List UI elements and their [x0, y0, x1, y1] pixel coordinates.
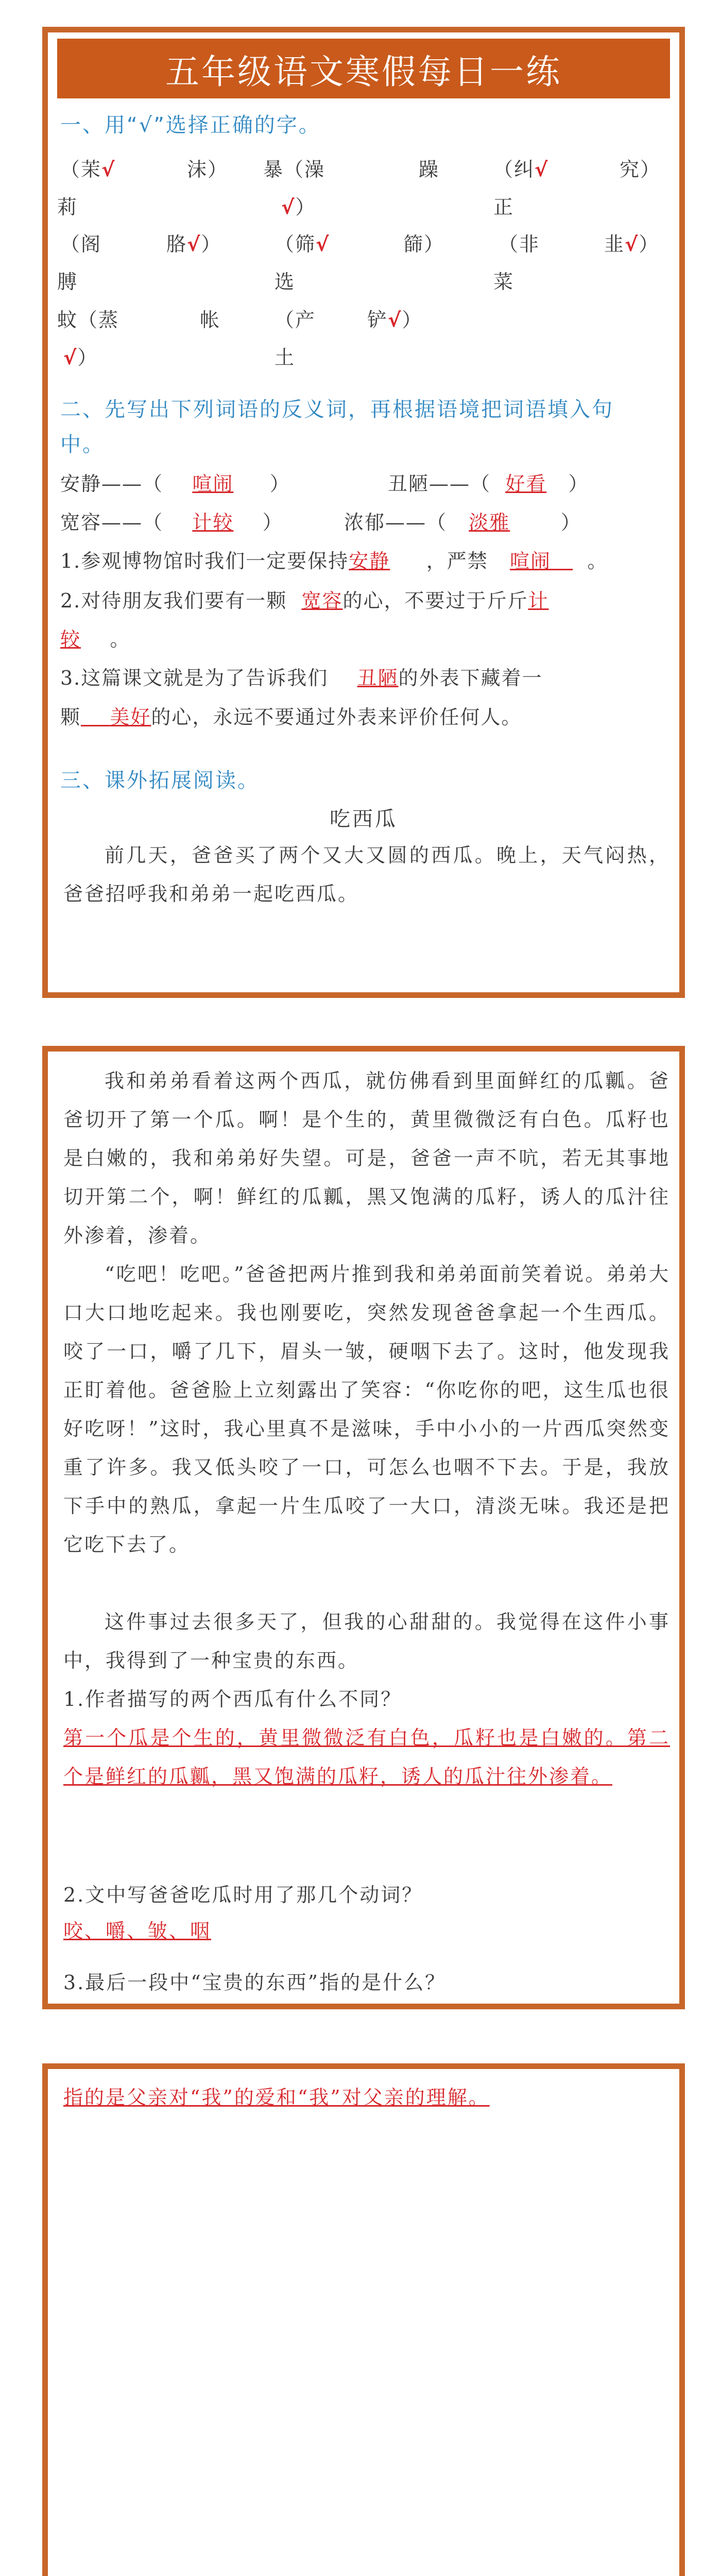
section-1-heading: 一、用“√”选择正确的字。 — [60, 113, 321, 137]
fill-sentence-2: 2.对待朋友我们要有一颗 宽容的心，不要过于斤斤计 — [60, 589, 549, 612]
antonym-pair-2-left: 宽容——（ 计较 ） — [60, 511, 283, 534]
q1-option: 帐 — [200, 309, 221, 331]
worksheet-card-2 — [42, 1046, 685, 2009]
reading-answer-3: 指的是父亲对“我”的爱和“我”对父亲的理解。 — [63, 2086, 490, 2109]
check-mark: √ — [316, 233, 330, 256]
q1-row1: （茉√ — [60, 158, 116, 181]
answer: 计 — [528, 589, 549, 612]
q1-option: 韭√） — [604, 233, 660, 256]
answer: 丑陋 — [357, 667, 399, 689]
reading-question-1: 1.作者描写的两个西瓜有什么不同？ — [63, 1688, 402, 1710]
fill-sentence-3-cont: 颗 美好的心，永远不要通过外表来评价任何人。 — [60, 706, 522, 728]
check-mark: √ — [388, 309, 402, 331]
reading-question-3: 3.最后一段中“宝贵的东西”指的是什么？ — [63, 1971, 447, 1994]
q1-option: （纠√ — [493, 158, 549, 181]
worksheet-card-1 — [42, 27, 685, 998]
section-3-heading: 三、课外拓展阅读。 — [60, 769, 260, 792]
worksheet-card-3 — [42, 2063, 685, 2576]
story-title: 吃西瓜 — [330, 807, 398, 831]
story-paragraph-1: 前几天，爸爸买了两个又大又圆的西瓜。晚上，天气闷热，爸爸招呼我和弟弟一起吃西瓜。 — [63, 844, 670, 905]
q1-option: 篩） — [403, 233, 445, 256]
q1-option: 沫） — [187, 158, 229, 181]
q1-option: 胳√） — [166, 233, 222, 256]
antonym-pair-1-left: 安静——（ 喧闹 ） — [60, 472, 290, 495]
section-2-heading-cont: 中。 — [60, 433, 105, 456]
story-paragraph-3: “吃吧！吃吧。”爸爸把两片推到我和弟弟面前笑着说。弟弟大口大口地吃起来。我也刚要吃，突然发现爸爸拿起一个生西瓜。咬了一口，嚼了几下，眉头一皱，硬咽下去了。这时，他发现我正盯着他。爸爸脸上立刻露出了笑容：“你吃你的吧，这生瓜也很好吃呀！”这时，我心里真不是滋味，手中小小的一片西瓜突然变重了许多。我又低头咬了一口，可怎么也咽不下去。于是，我放下手中的熟瓜，拿起一片生瓜咬了一大口，清淡无味。我还是把它吃下去了。 — [63, 1263, 670, 1556]
reading-answer-2: 咬、嚼、皱、咽 — [63, 1920, 212, 1942]
check-mark: √ — [101, 158, 116, 181]
q1-option: 莉 — [57, 196, 78, 218]
q1-option: 究） — [620, 158, 661, 181]
reading-question-2: 2.文中写爸爸吃瓜时用了那几个动词？ — [63, 1884, 423, 1906]
answer: 计较 — [192, 511, 234, 534]
q1-option: 暴（澡 — [263, 158, 325, 181]
q1-option: 铲√） — [367, 309, 423, 331]
check-mark: √ — [187, 233, 201, 256]
q1-option: （非 — [499, 233, 540, 256]
q1-option: 躁 — [419, 158, 440, 181]
check-mark: √ — [535, 158, 549, 181]
q1-option: 菜 — [493, 270, 514, 293]
fill-sentence-3: 3.这篇课文就是为了告诉我们 丑陋的外表下藏着一 — [60, 667, 543, 689]
q1-option: 蚊（蒸 — [57, 309, 119, 331]
answer: 喧闹 — [509, 550, 551, 572]
answer: 宽容 — [301, 589, 343, 612]
answer: 较 — [60, 628, 81, 651]
story-paragraph-2: 我和弟弟看着这两个西瓜，就仿佛看到里面鲜红的瓜瓤。爸爸切开了第一个瓜。啊！是个生的，黄里微微泛有白色。瓜籽也是白嫩的，我和弟弟好失望。可是，爸爸一声不吭，若无其事地切开第二个，啊！鲜红的瓜瓤，黑又饱满的瓜籽，诱人的瓜汁往外渗着，渗着。 — [63, 1070, 670, 1247]
antonym-pair-2-right: 浓郁——（ 淡雅 ） — [344, 511, 581, 534]
q1-option: 选 — [274, 270, 296, 293]
answer: 喧闹 — [192, 472, 234, 495]
fill-sentence-2-cont: 较 。 — [60, 628, 131, 651]
answer: 美好 — [110, 706, 151, 728]
antonym-pair-1-right: 丑陋——（ 好看 ） — [388, 472, 589, 495]
q1-option: 正 — [493, 196, 514, 218]
check-mark: √ — [625, 233, 639, 256]
page-title: 五年级语文寒假每日一练 — [57, 39, 670, 98]
q1-option: 土 — [274, 346, 296, 369]
q1-option: √） — [281, 196, 316, 218]
q1-option: 膊 — [57, 270, 78, 293]
answer: 淡雅 — [469, 511, 510, 534]
section-2-heading: 二、先写出下列词语的反义词，再根据语境把词语填入句 — [60, 398, 614, 421]
check-mark: √ — [281, 196, 296, 218]
fill-sentence-1: 1.参观博物馆时我们一定要保持安静 ，严禁 喧闹 。 — [60, 550, 608, 572]
q1-option: （产 — [274, 309, 316, 331]
q1-option: （阁 — [60, 233, 102, 256]
q1-option: （筛√ — [274, 233, 330, 256]
q1-option: √） — [63, 346, 98, 369]
answer: 安静 — [349, 550, 390, 572]
reading-answer-1: 第一个瓜是个生的，黄里微微泛有白色，瓜籽也是白嫩的。第二个是鲜红的瓜瓤，黑又饱满的瓜籽，诱人的瓜汁往外渗着。 — [63, 1726, 670, 1788]
check-mark: √ — [63, 346, 78, 369]
story-paragraph-4: 这件事过去很多天了，但我的心甜甜的。我觉得在这件小事中，我得到了一种宝贵的东西。 — [63, 1611, 670, 1672]
answer: 好看 — [505, 472, 547, 495]
